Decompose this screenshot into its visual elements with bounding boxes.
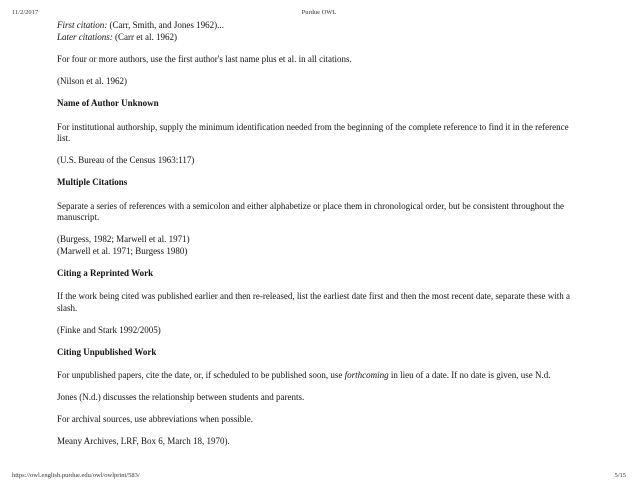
- unpublished-work-paragraph: [57, 370, 577, 382]
- multiple-citations-paragraph: Separate a series of references with a semicolon and either alphabetize or place them in chronological order, but be consistent throughout the manuscript.: [57, 200, 564, 222]
- unpublished-text-italic: forthcoming: [344, 370, 389, 380]
- print-footer: [12, 472, 626, 482]
- unpublished-work-example: Jones (N.d.) discusses the relationship between students and parents.: [57, 392, 305, 402]
- archival-example: Meany Archives, LRF, Box 6, March 18, 1970).: [57, 436, 230, 446]
- four-authors-example: (Nilson et al. 1962): [57, 76, 127, 86]
- four-authors-paragraph: For four or more authors, use the first author's last name plus et al. in all citations.: [57, 54, 352, 64]
- archival-paragraph: For archival sources, use abbreviations when possible.: [57, 414, 253, 424]
- print-header: [12, 9, 626, 19]
- later-citations-text: (Carr et al. 1962): [112, 31, 177, 42]
- unpublished-text-after: in lieu of a date. If no date is given, use N.d.: [388, 370, 551, 380]
- reprinted-work-paragraph: If the work being cited was published earlier and then re-released, list the earliest date first and then the most recent date, separate these with a slash.: [57, 291, 571, 313]
- later-citations-label: Later citations:: [57, 31, 113, 42]
- multiple-citations-examples: [57, 234, 577, 257]
- section-heading-unpublished-work: Citing Unpublished Work: [57, 346, 157, 357]
- citation-examples: [57, 20, 577, 43]
- page-number: 5/15: [614, 472, 626, 479]
- reprinted-work-example: (Finke and Stark 1992/2005): [57, 324, 161, 335]
- page-url: https://owl.english.purdue.edu/owl/owlprint/583/: [12, 472, 140, 479]
- first-citation-text: (Carr, Smith, and Jones 1962)...: [107, 20, 224, 30]
- print-date: 11/2/2017: [12, 9, 39, 16]
- multiple-citations-example-1: (Burgess, 1982; Marwell et al. 1971): [57, 234, 190, 244]
- site-title: Purdue OWL: [301, 9, 337, 16]
- first-citation-label: First citation:: [57, 20, 108, 30]
- section-heading-reprinted-work: Citing a Reprinted Work: [57, 267, 154, 278]
- multiple-citations-example-2: (Marwell et al. 1971; Burgess 1980): [57, 245, 188, 256]
- section-heading-author-unknown: Name of Author Unknown: [57, 98, 159, 108]
- author-unknown-paragraph: For institutional authorship, supply the minimum identification needed from the beginning of the complete reference to find it in the reference list.: [57, 121, 569, 143]
- author-unknown-example: (U.S. Bureau of the Census 1963:117): [57, 155, 195, 165]
- unpublished-text-before: For unpublished papers, cite the date, or, if scheduled to be published soon, use: [57, 370, 345, 380]
- document-content: [57, 20, 577, 458]
- section-heading-multiple-citations: Multiple Citations: [57, 177, 128, 187]
